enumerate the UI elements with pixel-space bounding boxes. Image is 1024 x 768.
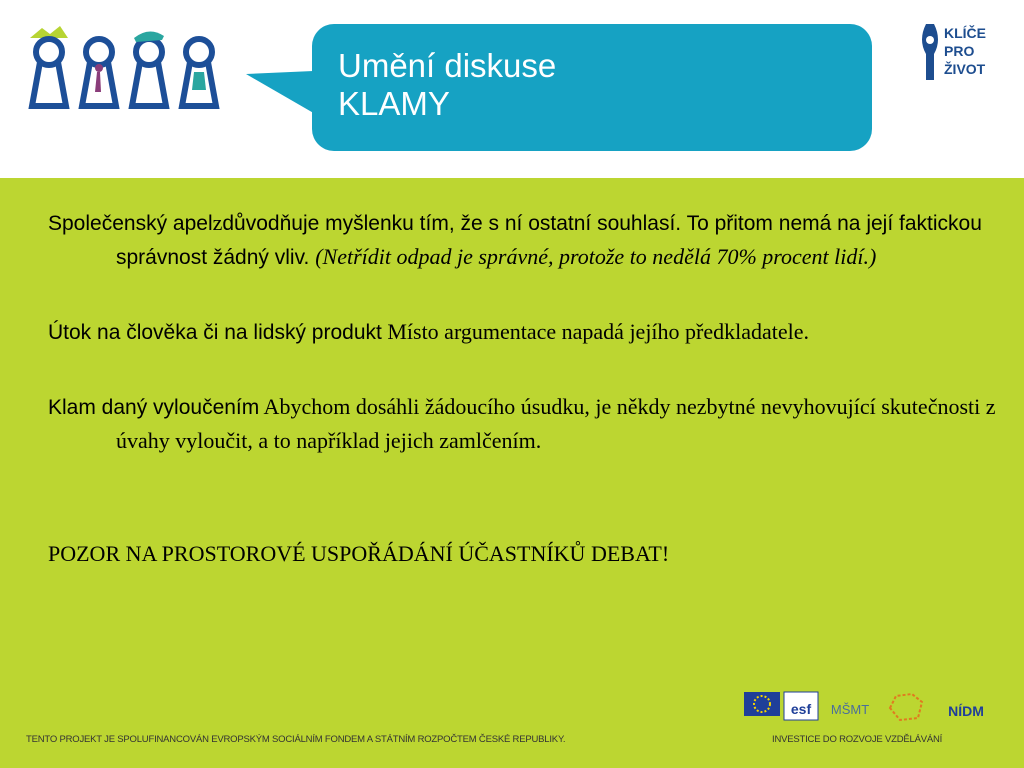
fallacy-example: (Netřídit odpad je správné, protože to nedělá 70% procent lidí.) — [315, 244, 877, 269]
klice-pro-zivot-logo-text — [944, 24, 986, 78]
slide-header — [0, 0, 1024, 178]
logo-text-line1: KLÍČE — [944, 25, 986, 41]
logo-text-line2: PRO — [944, 43, 975, 59]
esf-logo-icon — [784, 692, 818, 720]
footer-investment-note: INVESTICE DO ROZVOJE VZDĚLÁVÁNÍ — [772, 734, 943, 745]
msmt-logo-icon — [831, 702, 869, 717]
fallacy-description: Místo argumentace napadá jejího předkladatele. — [381, 319, 810, 344]
fallacy-term: Útok na člověka či na lidský produkt — [48, 321, 382, 344]
keyhole-figures-icon — [24, 20, 224, 115]
msmt-logo-text: MŠMT — [830, 702, 870, 717]
logo-text-line3: ŽIVOT — [944, 61, 986, 77]
slide-title-line2: KLAMY — [338, 85, 450, 122]
fallacy-item-ad-hominem — [48, 315, 1024, 349]
footer-logos — [744, 688, 1000, 728]
slide-title — [338, 47, 556, 123]
nidm-logo-icon — [948, 703, 984, 719]
fallacy-description: Abychom dosáhli žádoucího úsudku, je někdy nezbytné nevyhovující skutečnosti z úvahy vyloučit, a to například jejich zamlčením. — [116, 394, 996, 453]
eu-flag-icon — [744, 692, 780, 716]
fallacy-item-social-appeal — [48, 206, 1024, 274]
fallacy-item-exclusion — [48, 390, 1024, 458]
fallacy-lead-letter: z — [212, 210, 223, 235]
nidm-logo-text: NÍDM — [948, 703, 984, 719]
slide-title-line1: Umění diskuse — [338, 47, 557, 84]
debate-warning: POZOR NA PROSTOROVÉ USPOŘÁDÁNÍ ÚČASTNÍKŮ DEBAT! — [48, 541, 670, 566]
czech-map-icon — [890, 694, 922, 720]
fallacy-term: Společenský apel — [48, 212, 213, 235]
esf-logo-text: esf — [790, 701, 812, 717]
footer-funding-note: TENTO PROJEKT JE SPOLUFINANCOVÁN EVROPSKÝM SOCIÁLNÍM FONDEM A STÁTNÍM ROZPOČTEM ČESKÉ REPUBLIKY. — [26, 734, 566, 745]
fallacy-term: Klam daný vyloučením — [48, 396, 260, 419]
fallacy-description: důvodňuje myšlenku tím, že s ní ostatní souhlasí. To přitom nemá na její faktickou správnost žádný vliv. — [116, 212, 982, 269]
